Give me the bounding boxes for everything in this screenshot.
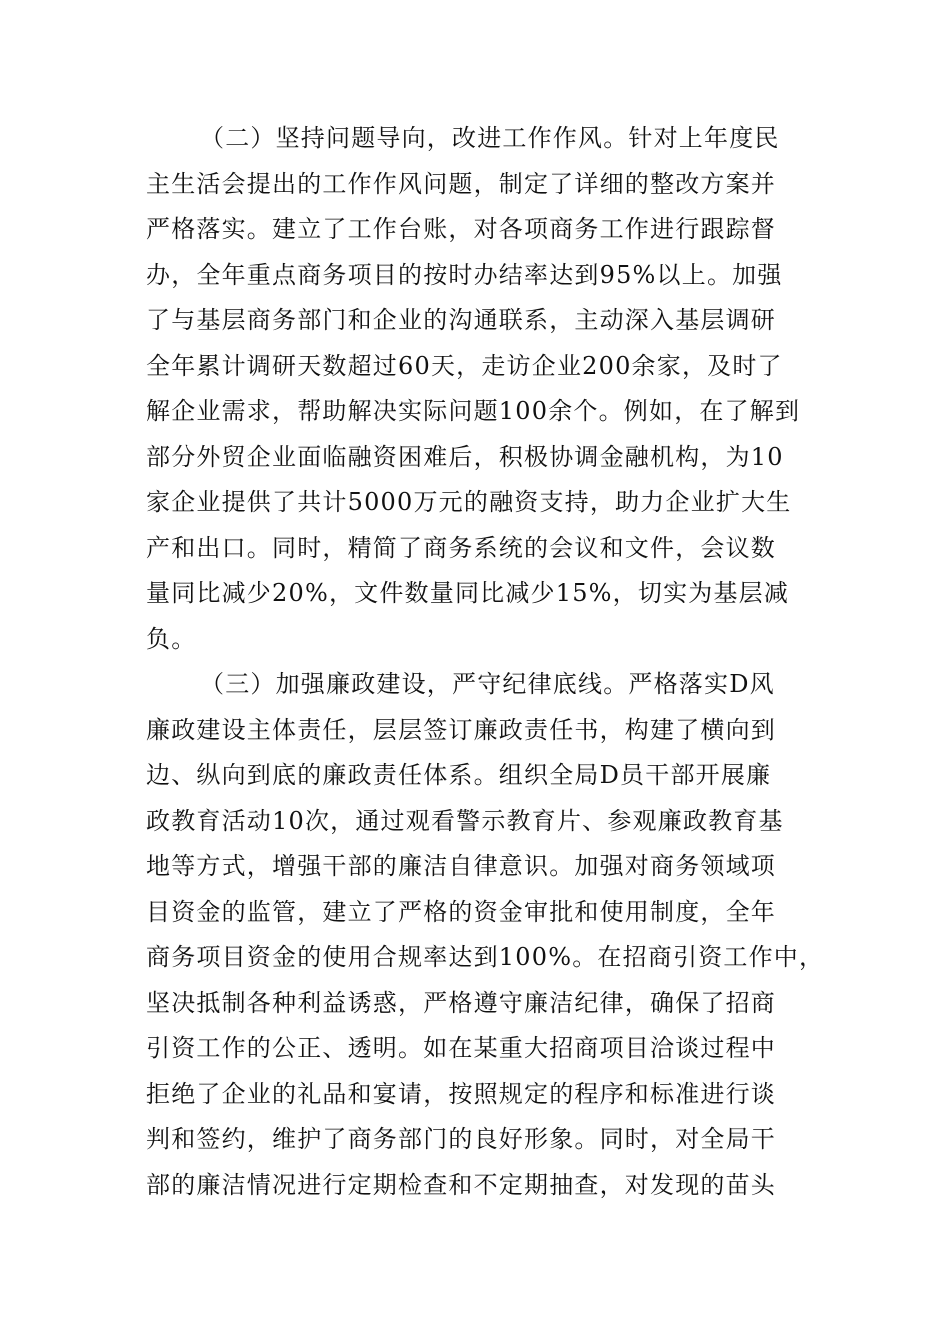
text-line: 判和签约，维护了商务部门的良好形象。同时，对全局干 [146, 1125, 776, 1153]
text-line: 负。 [146, 624, 197, 653]
text-line: 产和出口。同时，精简了商务系统的会议和文件，会议数 [146, 533, 776, 562]
text-line: 政教育活动10次，通过观看警示教育片、参观廉政教育基 [146, 806, 784, 835]
text-line: 坚决抵制各种利益诱惑，严格遵守廉洁纪律，确保了招商 [146, 988, 776, 1017]
text-line: 严格落实。建立了工作台账，对各项商务工作进行跟踪督 [146, 215, 776, 243]
text-line: 引资工作的公正、透明。如在某重大招商项目洽谈过程中 [146, 1034, 776, 1062]
text-line: 量同比减少20%，文件数量同比减少15%，切实为基层减 [146, 579, 790, 607]
document-body [146, 116, 825, 1208]
text-line: 部分外贸企业面临融资困难后，积极协调金融机构，为10 [146, 442, 784, 471]
text-line: 主生活会提出的工作作风问题，制定了详细的整改方案并 [146, 169, 776, 198]
text-line: 解企业需求，帮助解决实际问题100余个。例如，在了解到 [146, 397, 801, 425]
text-line: 廉政建设主体责任，层层签订廉政责任书，构建了横向到 [146, 715, 776, 744]
paragraph-2-heading-line: （二）坚持问题导向，改进工作作风。针对上年度民 [200, 124, 780, 152]
text-line: 地等方式，增强干部的廉洁自律意识。加强对商务领域项 [146, 852, 776, 880]
text-line: 边、纵向到底的廉政责任体系。组织全局D员干部开展廉 [146, 761, 772, 789]
text-line: 办，全年重点商务项目的按时办结率达到95%以上。加强 [146, 260, 783, 289]
text-line: 部的廉洁情况进行定期检查和不定期抽查，对发现的苗头 [146, 1170, 776, 1199]
text-line: 目资金的监管，建立了严格的资金审批和使用制度，全年 [146, 897, 776, 926]
text-line: 了与基层商务部门和企业的沟通联系，主动深入基层调研 [146, 306, 776, 334]
text-line: 商务项目资金的使用合规率达到100%。在招商引资工作中， [146, 943, 825, 971]
text-line: 全年累计调研天数超过60天，走访企业200余家，及时了 [146, 351, 783, 380]
paragraph-3-heading-line: （三）加强廉政建设，严守纪律底线。严格落实D风 [200, 670, 775, 698]
text-line: 家企业提供了共计5000万元的融资支持，助力企业扩大生 [146, 488, 792, 516]
text-line: 拒绝了企业的礼品和宴请，按照规定的程序和标准进行谈 [146, 1079, 776, 1108]
